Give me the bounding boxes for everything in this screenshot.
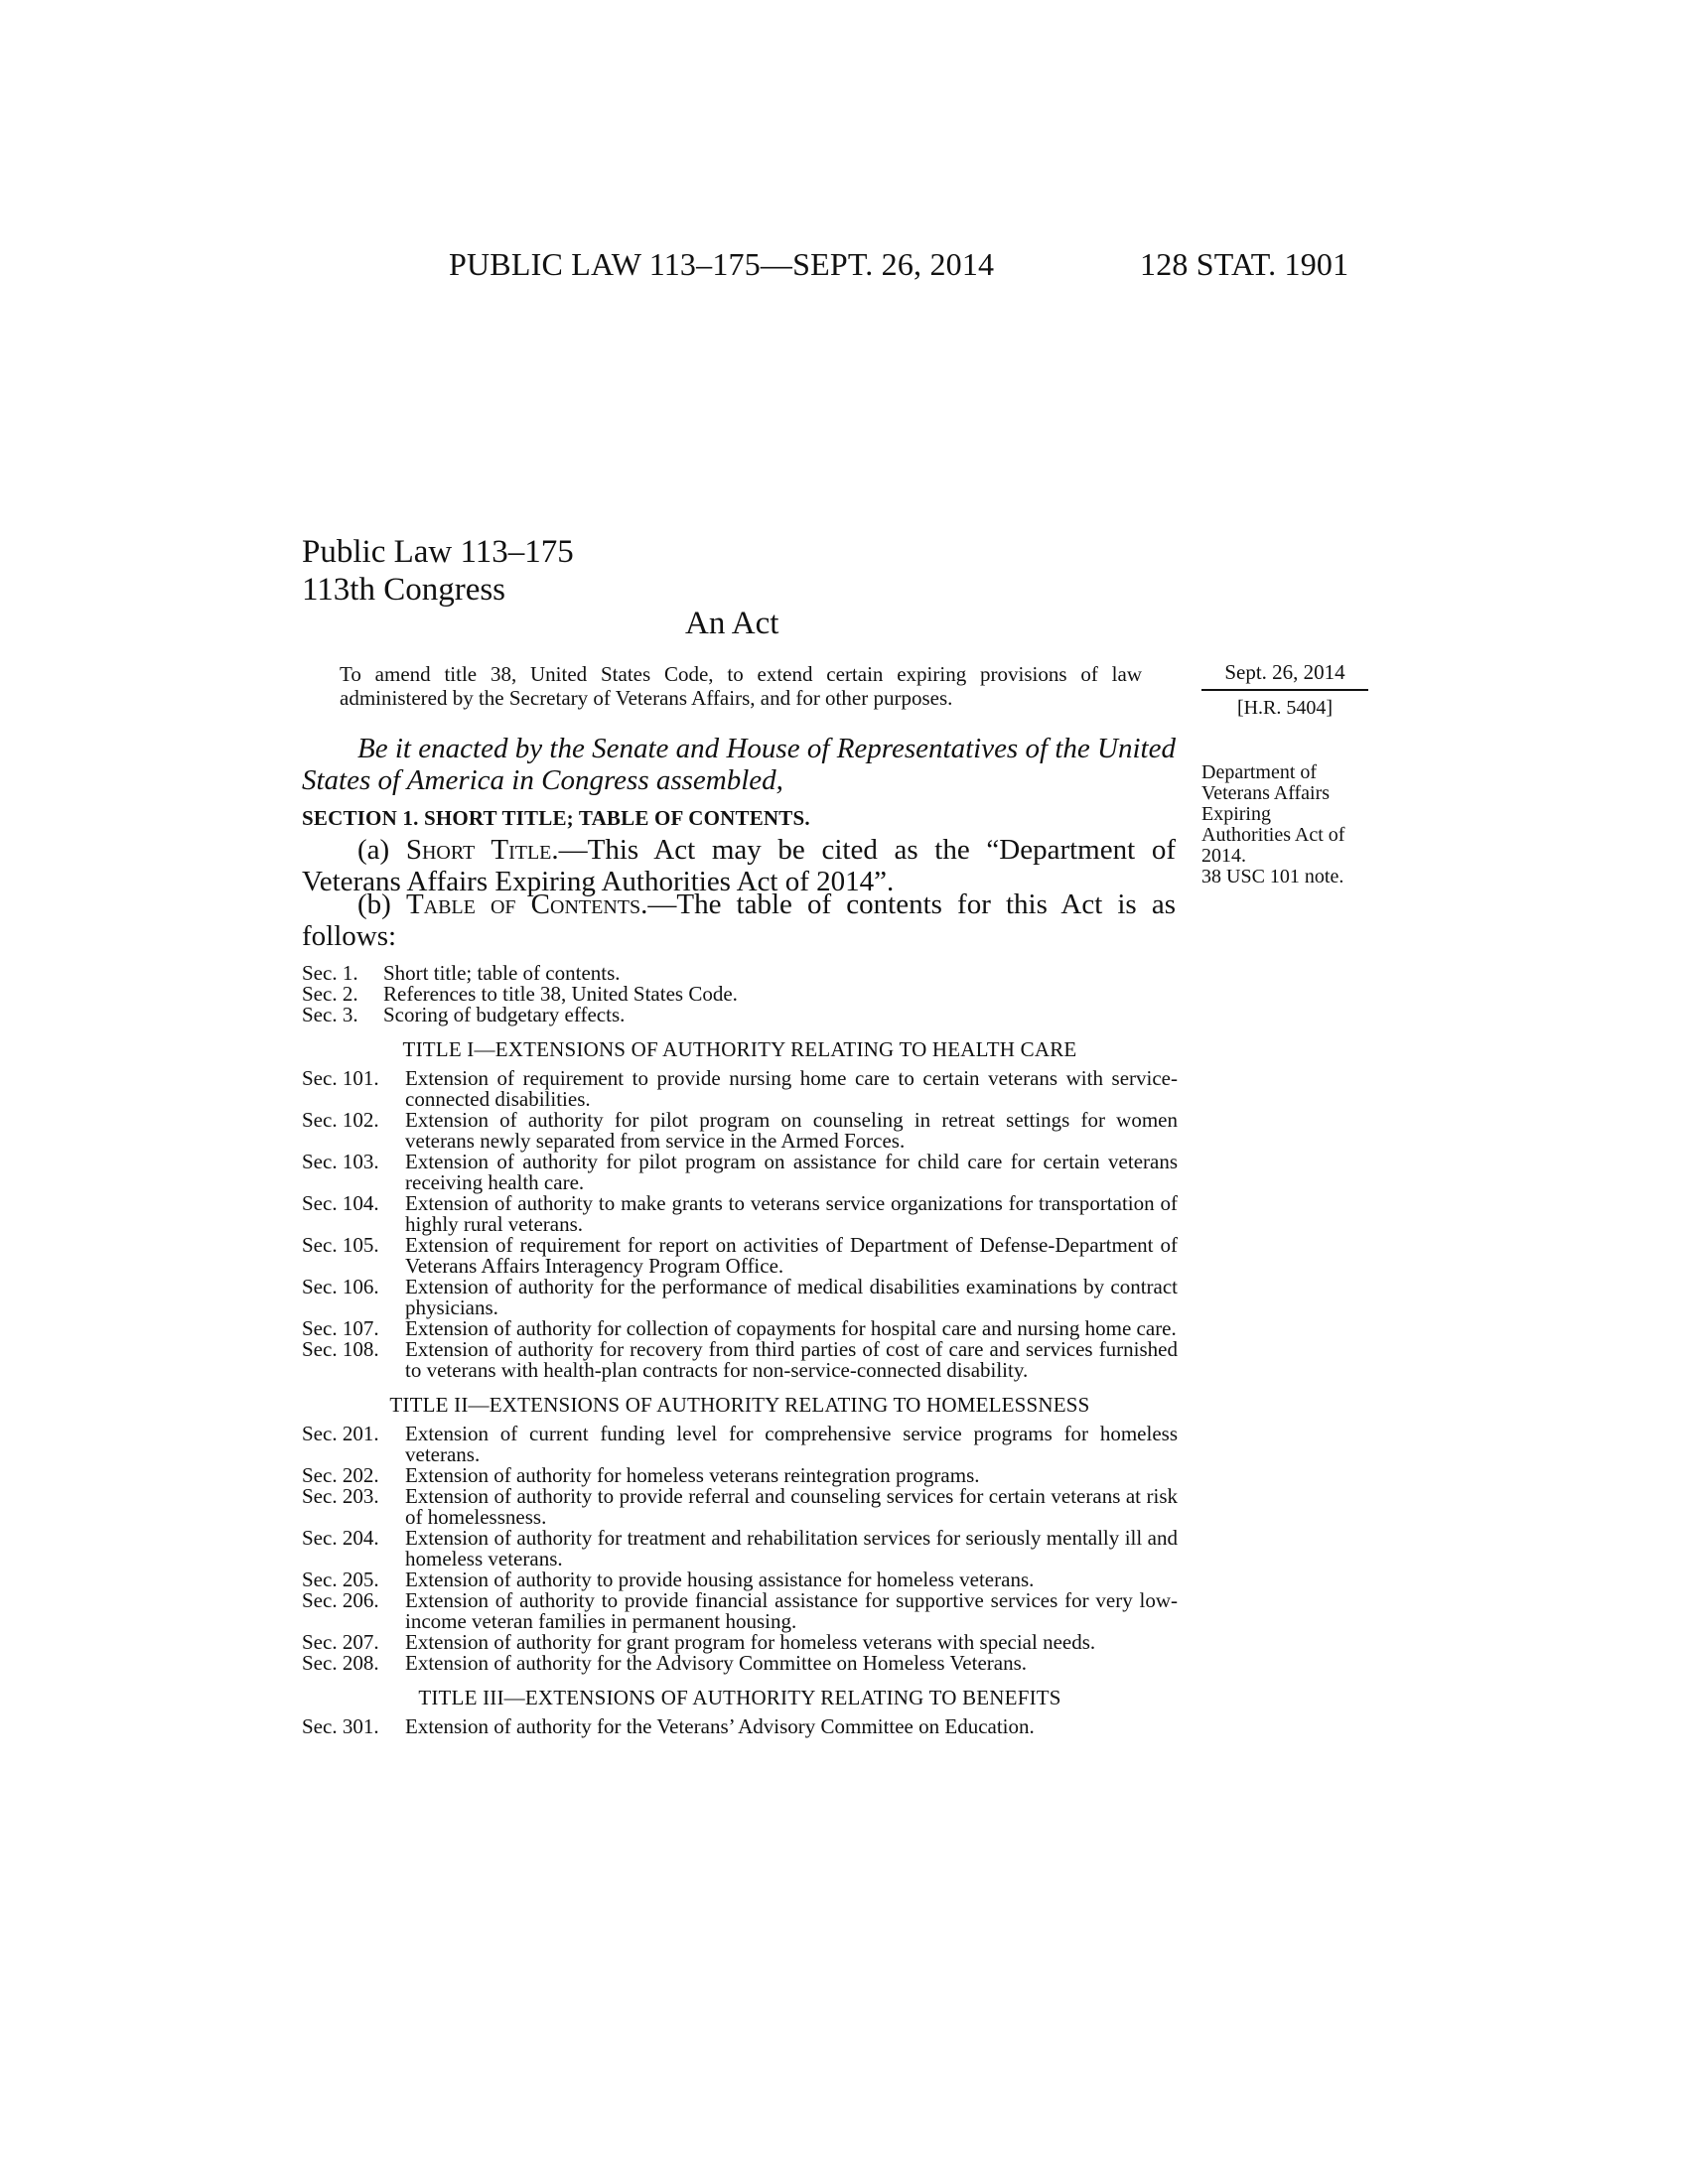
toc-section-title: Extension of authority to provide financial assistance for supportive services for very low-income veteran families in permanent housing. xyxy=(405,1588,1178,1633)
section-1-heading: SECTION 1. SHORT TITLE; TABLE OF CONTENTS. xyxy=(302,806,810,830)
toc-section-number: Sec. 206. xyxy=(302,1588,379,1612)
toc-section-number: Sec. 105. xyxy=(302,1233,379,1257)
toc-section-title: Extension of requirement to provide nursing home care to certain veterans with service-connected disabilities. xyxy=(405,1066,1178,1111)
toc-section-title: References to title 38, United States Code. xyxy=(383,982,738,1006)
toc-entry xyxy=(302,1716,1178,1737)
para-a-prefix: (a) xyxy=(357,834,406,866)
toc-entry xyxy=(302,1068,1178,1110)
enactment-date: Sept. 26, 2014 xyxy=(1224,660,1345,684)
toc-section-title: Extension of authority for pilot program on assistance for child care for certain veterans receiving health care. xyxy=(405,1150,1178,1194)
toc-section-title: Short title; table of contents. xyxy=(383,961,621,985)
toc-entry xyxy=(302,1152,1178,1193)
toc-section-title: Extension of authority for grant program for homeless veterans with special needs. xyxy=(405,1630,1096,1654)
para-b-prefix: (b) xyxy=(357,888,406,920)
margin-note-line: Authorities Act of xyxy=(1201,824,1345,846)
toc-section-number: Sec. 202. xyxy=(302,1463,379,1487)
toc-entry xyxy=(302,1653,1178,1674)
toc-section-number: Sec. 1. xyxy=(302,961,358,985)
toc-entry xyxy=(302,1235,1178,1277)
toc-section-number: Sec. 3. xyxy=(302,1003,358,1026)
toc-section-number: Sec. 208. xyxy=(302,1651,379,1675)
toc-title-heading: TITLE I—EXTENSIONS OF AUTHORITY RELATING TO HEALTH CARE xyxy=(402,1037,1077,1061)
toc-title-heading: TITLE III—EXTENSIONS OF AUTHORITY RELATING TO BENEFITS xyxy=(418,1686,1061,1709)
para-a-text: .—This Act may be cited as the “Department of Veterans Affairs Expiring Authorities Act of 2014”. xyxy=(302,834,1176,897)
toc-section-number: Sec. 207. xyxy=(302,1630,379,1654)
toc-entry xyxy=(302,1277,1178,1318)
enacting-clause: Be it enacted by the Senate and House of Representatives of the United States of America in Congress assembled, xyxy=(302,733,1176,796)
toc-section-title: Extension of current funding level for comprehensive service programs for homeless veterans. xyxy=(405,1422,1178,1466)
toc-entry xyxy=(302,1318,1178,1339)
margin-date-block xyxy=(1201,660,1368,720)
toc-section-title: Extension of authority for recovery from third parties of cost of care and services furnished to veterans with health-plan contracts for non-service-connected disability. xyxy=(405,1337,1178,1382)
toc-section-title: Extension of authority to provide referral and counseling services for certain veterans at risk of homelessness. xyxy=(405,1484,1178,1529)
toc-entry xyxy=(302,1632,1178,1653)
para-a-caption: Short Title xyxy=(405,834,552,866)
toc-section-number: Sec. 102. xyxy=(302,1108,379,1132)
toc-section-title: Extension of authority for homeless veterans reintegration programs. xyxy=(405,1463,980,1487)
toc-entry xyxy=(302,1570,1178,1590)
margin-note-line: 2014. xyxy=(1201,845,1246,867)
toc-section-title: Extension of authority for collection of copayments for hospital care and nursing home care. xyxy=(405,1316,1177,1340)
act-heading: An Act xyxy=(685,606,779,641)
congress-number: 113th Congress xyxy=(302,572,506,608)
toc-entry xyxy=(302,1193,1178,1235)
toc-entry xyxy=(302,1486,1178,1528)
toc-entry xyxy=(302,984,1178,1005)
running-header-stat: 128 STAT. 1901 xyxy=(1140,246,1349,282)
toc-section-title: Extension of authority to provide housing assistance for homeless veterans. xyxy=(405,1568,1035,1591)
toc-section-number: Sec. 301. xyxy=(302,1714,379,1738)
table-of-contents xyxy=(302,963,1178,1737)
margin-note xyxy=(1201,762,1390,887)
toc-title-heading: TITLE II—EXTENSIONS OF AUTHORITY RELATING TO HOMELESSNESS xyxy=(389,1393,1090,1417)
toc-section-number: Sec. 201. xyxy=(302,1422,379,1445)
toc-section-number: Sec. 101. xyxy=(302,1066,379,1090)
toc-section-number: Sec. 104. xyxy=(302,1191,379,1215)
toc-entry xyxy=(302,1110,1178,1152)
toc-section-number: Sec. 108. xyxy=(302,1337,379,1361)
margin-divider xyxy=(1201,689,1368,691)
margin-note-line: Department of xyxy=(1201,761,1318,783)
toc-section-number: Sec. 107. xyxy=(302,1316,379,1340)
bill-number: [H.R. 5404] xyxy=(1236,697,1334,719)
toc-intro-paragraph xyxy=(302,888,1176,952)
toc-section-title: Extension of authority for the Veterans’ Advisory Committee on Education. xyxy=(405,1714,1035,1738)
toc-section-title: Scoring of budgetary effects. xyxy=(383,1003,626,1026)
toc-section-title: Extension of authority for the performance of medical disabilities examinations by contract physicians. xyxy=(405,1275,1178,1319)
toc-section-title: Extension of authority for pilot program on counseling in retreat settings for women veterans newly separated from service in the Armed Forces. xyxy=(405,1108,1178,1153)
margin-note-line: Veterans Affairs xyxy=(1201,782,1331,804)
running-header-left: PUBLIC LAW 113–175—SEPT. 26, 2014 xyxy=(449,246,995,282)
toc-entry xyxy=(302,1424,1178,1465)
toc-entry xyxy=(302,1528,1178,1570)
toc-section-title: Extension of authority for the Advisory Committee on Homeless Veterans. xyxy=(405,1651,1028,1675)
toc-entry xyxy=(302,1465,1178,1486)
act-purpose: To amend title 38, United States Code, to extend certain expiring provisions of law administered by the Secretary of Veterans Affairs, and for other purposes. xyxy=(340,662,1142,710)
toc-entry xyxy=(302,1339,1178,1381)
toc-section-number: Sec. 204. xyxy=(302,1526,379,1550)
margin-note-line: Expiring xyxy=(1201,803,1271,825)
toc-section-number: Sec. 205. xyxy=(302,1568,379,1591)
toc-entry xyxy=(302,1005,1178,1025)
toc-section-number: Sec. 203. xyxy=(302,1484,379,1508)
toc-entry xyxy=(302,963,1178,984)
toc-section-number: Sec. 103. xyxy=(302,1150,379,1173)
toc-section-title: Extension of authority for treatment and rehabilitation services for seriously mentally ill and homeless veterans. xyxy=(405,1526,1178,1570)
margin-note-line: 38 USC 101 note. xyxy=(1201,866,1344,887)
para-b-text: .—The table of contents for this Act is as follows: xyxy=(302,888,1176,952)
toc-section-title: Extension of authority to make grants to veterans service organizations for transportation of highly rural veterans. xyxy=(405,1191,1178,1236)
toc-section-number: Sec. 2. xyxy=(302,982,358,1006)
public-law-number: Public Law 113–175 xyxy=(302,534,574,570)
law-title-block xyxy=(302,533,574,609)
toc-entry xyxy=(302,1590,1178,1632)
toc-section-number: Sec. 106. xyxy=(302,1275,379,1298)
para-b-caption: Table of Contents xyxy=(405,888,641,920)
toc-section-title: Extension of requirement for report on activities of Department of Defense-Department of Veterans Affairs Interagency Program Office. xyxy=(405,1233,1178,1278)
